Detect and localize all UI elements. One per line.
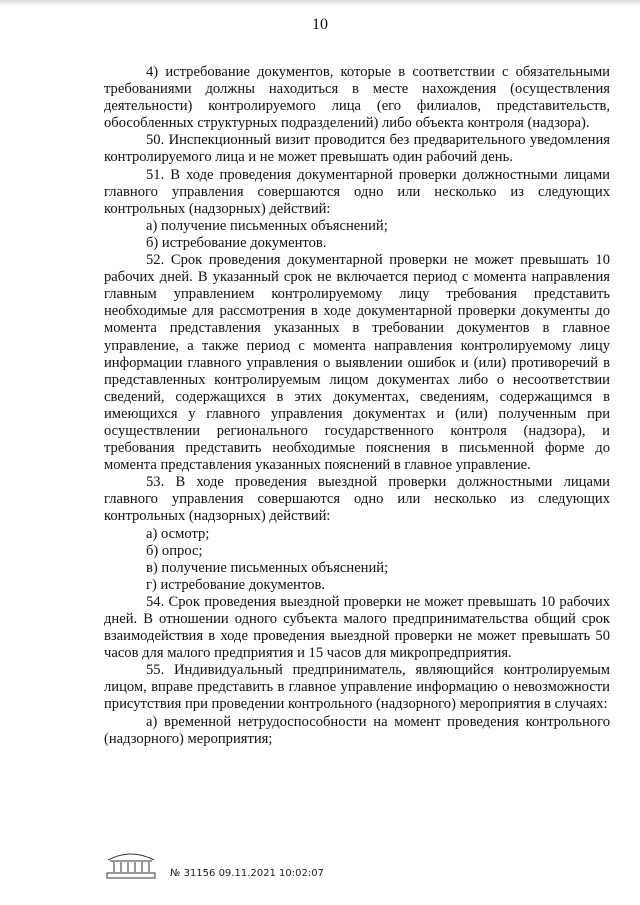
list-item: б) опрос; <box>146 542 203 559</box>
paragraph: 50. Инспекционный визит проводится без предварительного уведомления контролируемого лица и не может превышать один рабочий день. <box>104 132 610 166</box>
document-body <box>104 64 610 748</box>
paragraph: 4) истребование документов, которые в соответствии с обязательными требованиями должны находиться в месте нахождения (осуществления деятельности) контролируемого лица (его филиалов, представительств, обособленных структурных подразделений) либо объекта контроля (надзора). <box>104 64 610 132</box>
paragraph: а) временной нетрудоспособности на момент проведения контрольного (надзорного) мероприятия; <box>104 713 610 747</box>
list-item: б) истребование документов. <box>146 234 327 251</box>
paragraph: 52. Срок проведения документарной проверки не может превышать 10 рабочих дней. В указанный срок не включается период с момента направления главным управлением контролируемому лицу требования представить необходимые для рассмотрения в ходе документарной проверки документы до момента представления указанных в требовании документов в главное управление, а также период с момента направления контролируемому лицу информации главного управления о выявлении ошибок и (или) противоречий в представленных контролируемым лицом документах либо о несоответствии сведений, содержащихся в этих документах, сведениям, содержащимся в имеющихся у главного управления документах и (или) полученным при осуществлении регионального государственного контроля (надзора), и требования представить необходимые пояснения в письменной форме до момента представления указанных пояснений в главное управление. <box>104 252 610 474</box>
paragraph: 53. В ходе проведения выездной проверки должностными лицами главного управления совершаются одно или несколько из следующих контрольных (надзорных) действий: <box>104 474 610 525</box>
list-item: а) получение письменных объяснений; <box>146 217 388 234</box>
list-item: а) осмотр; <box>146 525 210 542</box>
paragraph: 51. В ходе проведения документарной проверки должностными лицами главного управления совершаются одно или несколько из следующих контрольных (надзорных) действий: <box>104 166 610 217</box>
paragraph: 54. Срок проведения выездной проверки не может превышать 10 рабочих дней. В отношении одного субъекта малого предпринимательства общий срок взаимодействия в ходе проведения выездной проверки не может превышать 50 часов для малого предприятия и 15 часов для микропредприятия. <box>104 593 610 662</box>
list-item: г) истребование документов. <box>146 576 326 593</box>
registration-footer <box>104 846 524 886</box>
page-number: 10 <box>312 16 328 33</box>
paragraph: 55. Индивидуальный предприниматель, являющийся контролируемым лицом, вправе представить в главное управление информацию о невозможности присутствия при проведении контрольного (надзорного) мероприятия в случаях: <box>104 662 610 713</box>
list-item: в) получение письменных объяснений; <box>146 559 389 576</box>
registration-stamp-text: № 31156 09.11.2021 10:02:07 <box>170 868 324 879</box>
registry-building-stamp-icon <box>104 846 158 880</box>
scan-top-edge <box>0 0 640 6</box>
